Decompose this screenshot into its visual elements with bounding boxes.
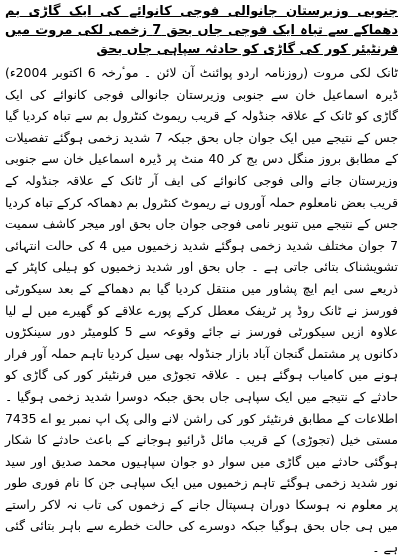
article-body: ٹانک لکی مروت (روزنامہ اردو پوائنٹ آن لائن ۔ موٴرخہ 6 اکتوبر 2004ء) ڈیرہ اسماعیل خان سے جنوبی وزیرستان جانوالی فوجی کانوائے کی ایک گاڑی کو ٹانک کے علاقہ جنڈولہ کے قریب ریموٹ کنٹرول بم سے تباہ کردیا گیا جس کے نتیجے میں ایک جوان جاں بحق جبکہ 7 شدید زخمی ہوگئے تفصیلات کے مطابق بروز منگل دس بج کر 40 منٹ پر ڈیرہ اسماعیل خان سے جنوبی وزیرستان جانے والی فوجی کانوائے کی ایف آر ٹانک کے علاقہ جنڈولہ کے قریب بعض نامعلوم حملہ آوروں نے ریموٹ کنٹرول بم دھماکہ کرکے تباہ کردیا جس کے نتیجے میں تنویر نامی فوجی جوان جاں بحق اور میجر کاشف سمیت 7 جوان مختلف شدید زخمی ہوگئے شدید زخمیوں میں 4 کی حالت انتہائی تشویشناک بتائی جاتی ہے ۔ جاں بحق اور شدید زخمیوں کو ہیلی کاپٹر کے ذریعے سی ایم ایچ پشاور میں منتقل کردیا گیا بم دھماکے کے بعد سیکورٹی فورسز نے ٹانک روڈ پر ٹریفک معطل کرکے پورے علاقے کو گھیرے میں لے لیا علاوہ ازیں سیکورٹی فورسز نے جائے وقوعہ سے 5 کلومیٹر دور سینکڑوں دکانوں پر مشتمل گنجان آباد بازار جنڈولہ بھی سیل کردیا تاہم حملہ آور فرار ہونے میں کامیاب ہوگئے ہیں ۔ علاقہ تجوڑی میں فرنٹیئر کور کی گاڑی کو حادثے کے نتیجے میں ایک سپاہی جاں بحق جبکہ دوسرا شدید زخمی ہوگیا ۔ اطلاعات کے مطابق فرنٹیئر کور کی راشن لانے والی پک اپ نمبر یو اے 7435 مستی خیل (تجوڑی) کے قریب مائل ڈرائیو ہوجانے کے باعث حادثے کا شکار ہوگئی حادثے میں گاڑی میں سوار دو جوان سپاہیوں محمد صدیق اور سید نور شدید زخمی ہوگئے تاہم زخمیوں میں ایک سپاہی جن کا نام فوری طور پر معلوم نہ ہوسکا دوران ہسپتال جانے کے زخموں کی تاب نہ لاکر راستے میں ہی جاں بحق ہوگیا جبکہ دوسرے کی حالت خطرے سے باہر بتائی گئی ہے ۔	[5, 65, 399, 556]
article-headline: جنوبی وزیرستان جانوالی فوجی کانوائے کی ایک گاڑی بم دھماکے سے تباہ ایک فوجی جاں بحق 7 زخمی لکی مروت میں فرنٹیئر کور کی گاڑی کو حادثہ سپاہی جاں بحق	[5, 4, 398, 57]
